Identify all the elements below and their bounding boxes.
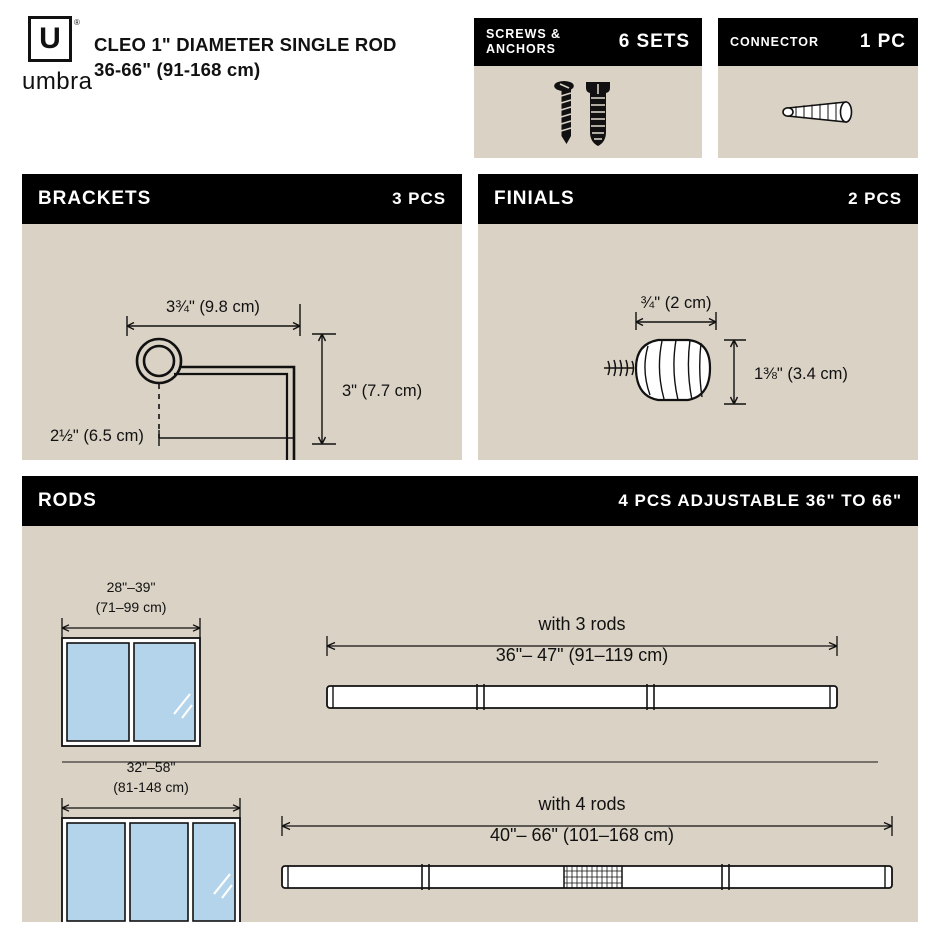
finial-height-dimension [724,340,746,404]
page-title-line-1: CLEO 1" DIAMETER SINGLE ROD [94,34,397,55]
brackets-panel [22,174,462,460]
row1-rod-icon [327,684,837,710]
finials-count: 2 PCS [848,189,902,208]
row2-window-label-2: (81-148 cm) [113,779,189,795]
row2-rod-icon [282,864,892,890]
screws-anchors-title-line-1: SCREWS & [486,27,562,41]
screws-anchors-panel [474,18,702,158]
bracket-icon [137,339,294,460]
row1-window-label-2: (71–99 cm) [95,599,167,615]
row2-window-label-1: 32"–58" [126,759,176,775]
finial-width-dimension [636,312,716,330]
bracket-width-label: 3¾" (9.8 cm) [166,298,260,316]
row2-config-label: with 4 rods [538,794,626,814]
row2-window-dimension [62,798,240,818]
screws-anchors-body [474,66,702,158]
connector-icon [783,102,852,122]
page-title [94,32,474,82]
connector-header [718,18,918,66]
brand-header [22,16,462,108]
finials-panel [478,174,918,460]
rods-panel [22,476,918,922]
screws-anchors-count: 6 SETS [618,31,690,52]
screws-anchors-illustration [474,66,702,158]
registered-mark: ® [74,18,80,27]
logo-wordmark: umbra [22,68,93,95]
screws-anchors-title [486,27,561,57]
screws-anchors-title-line-2: ANCHORS [486,42,556,56]
row1-config-label: with 3 rods [538,614,626,634]
finial-height-label: 1⅜" (3.4 cm) [754,365,848,383]
connector-count: 1 PC [859,31,906,52]
row1-window-label-1: 28"–39" [106,579,156,595]
anchor-icon [586,82,610,146]
rods-illustration [22,526,918,922]
rods-header [22,476,918,526]
finials-title: FINIALS [494,188,575,209]
rods-count: 4 PCS ADJUSTABLE 36" TO 66" [618,491,902,510]
bracket-height-label: 3" (7.7 cm) [342,382,423,400]
rods-title: RODS [38,490,97,511]
screw-icon [555,82,574,144]
row1-span-label: 36"– 47" (91–119 cm) [495,645,669,665]
row2-span-label: 40"– 66" (101–168 cm) [490,825,674,845]
brackets-title: BRACKETS [38,188,152,209]
brackets-body [22,224,462,460]
connector-title: CONNECTOR [730,35,819,49]
bracket-height-dimension [312,334,336,444]
logo-letter: U [39,22,61,55]
rods-body [22,526,918,922]
finials-illustration [478,224,918,460]
row1-window-icon [62,638,200,746]
connector-body [718,66,918,158]
brackets-illustration [22,224,462,460]
finial-width-label: ¾" (2 cm) [640,294,712,312]
brackets-count: 3 PCS [392,189,446,208]
finials-body [478,224,918,460]
brackets-header [22,174,462,224]
umbra-logo [22,16,93,102]
logo-mark-icon [28,16,72,62]
screws-anchors-header [474,18,702,66]
finials-header [478,174,918,224]
row2-window-icon [62,818,240,922]
finial-thread-icon [604,360,634,376]
row1-window-dimension [62,618,200,638]
connector-panel [718,18,918,158]
bracket-depth-label: 2½" (6.5 cm) [50,427,144,445]
page-title-line-2: 36-66" (91-168 cm) [94,59,261,80]
connector-illustration [718,66,918,158]
bracket-depth-dimension [159,430,294,446]
